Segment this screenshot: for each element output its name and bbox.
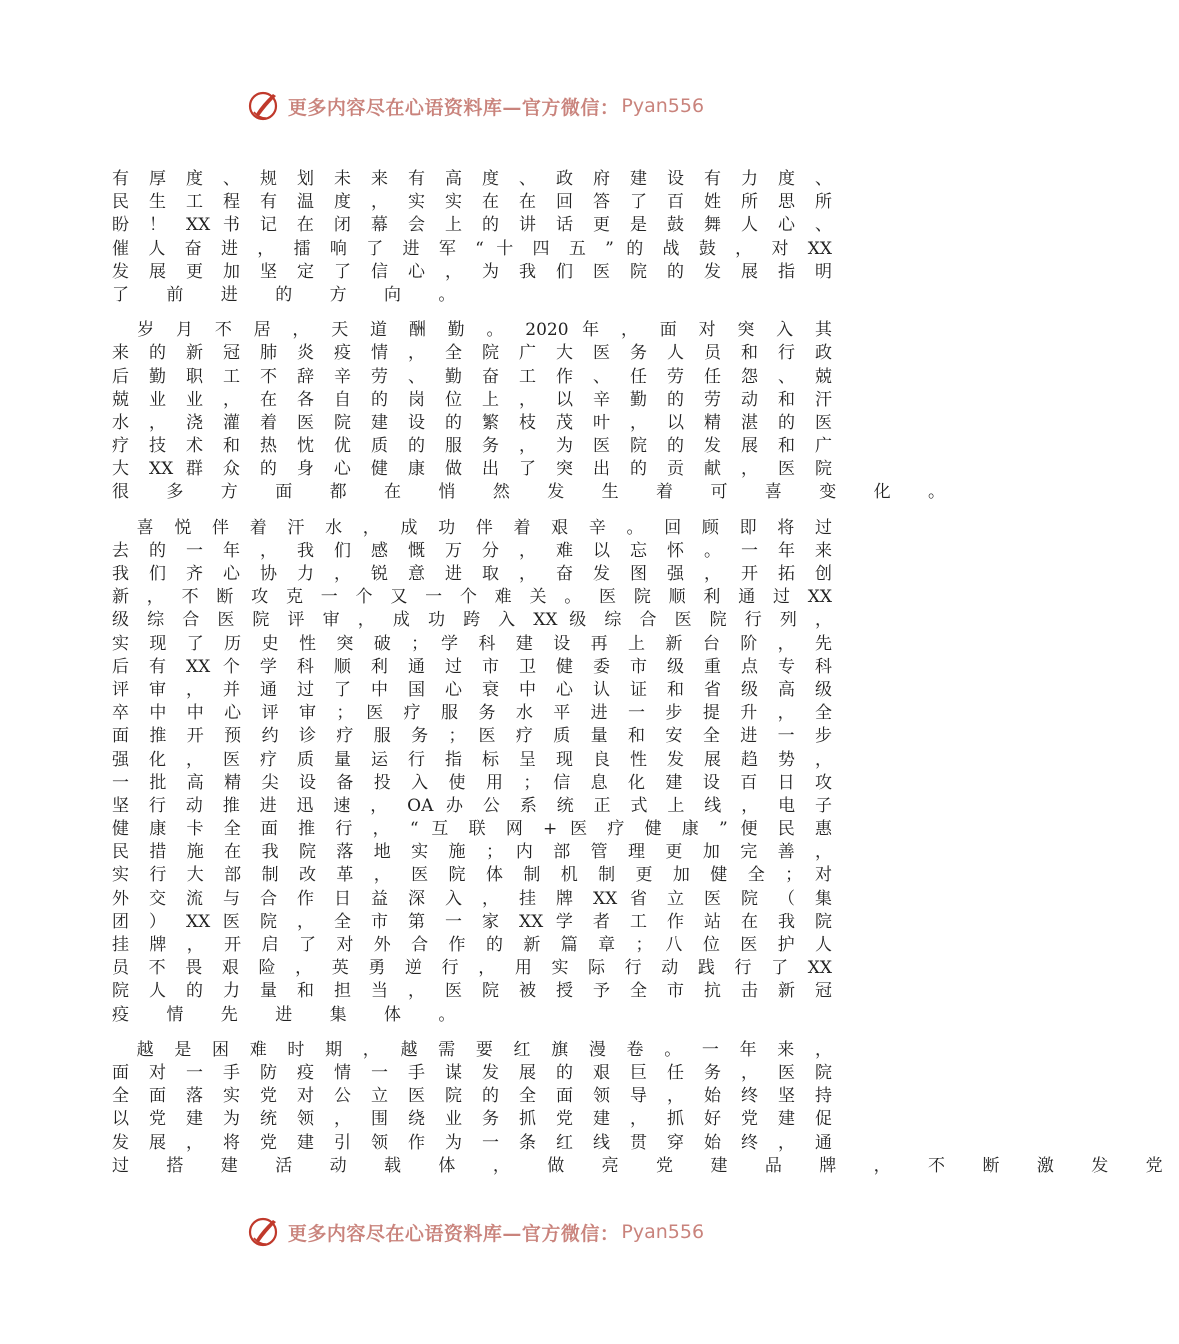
- watermark-wechat-id: Pyan556: [621, 1221, 705, 1243]
- text-line: 以 党 建 为 统 领 ， 围 绕 业 务 抓 党 建 ， 抓 好 党 建 促: [112, 1109, 832, 1130]
- text-line: 盼 ！ XX 书 记 在 闭 幕 会 上 的 讲 话 更 是 鼓 舞 人 心 、: [112, 215, 832, 236]
- text-line: 民 措 施 在 我 院 落 地 实 施 ； 内 部 管 理 更 加 完 善 ，: [112, 842, 832, 863]
- text-line: 后 勤 职 工 不 辞 辛 劳 、 勤 奋 工 作 、 任 劳 任 怨 、 兢: [112, 366, 832, 387]
- text-line: 大 XX 群 众 的 身 心 健 康 做 出 了 突 出 的 贡 献 ， 医 院: [112, 459, 832, 480]
- paragraph: [112, 1039, 1179, 1178]
- paragraph: [112, 517, 832, 1027]
- pen-seal-logo-icon: [246, 1214, 282, 1250]
- text-line: 发 展 ， 将 党 建 引 领 作 为 一 条 红 线 贯 穿 始 终 ， 通: [112, 1132, 832, 1153]
- document-body: [112, 168, 1179, 1178]
- text-line: 水 ， 浇 灌 着 医 院 建 设 的 繁 枝 茂 叶 ， 以 精 湛 的 医: [112, 412, 832, 433]
- text-line: 院 人 的 力 量 和 担 当 ， 医 院 被 授 予 全 市 抗 击 新 冠: [112, 981, 832, 1002]
- text-line: 全 面 落 实 党 对 公 立 医 院 的 全 面 领 导 ， 始 终 坚 持: [112, 1086, 832, 1107]
- text-line: 卒 中 中 心 评 审 ； 医 疗 服 务 水 平 进 一 步 提 升 ， 全: [112, 703, 832, 724]
- text-line: 评 审 ， 并 通 过 了 中 国 心 衰 中 心 认 证 和 省 级 高 级: [112, 679, 832, 700]
- paragraph: [112, 319, 962, 505]
- watermark-text: 更多内容尽在心语资料库—官方微信：: [287, 1222, 620, 1245]
- text-line: 很 多 方 面 都 在 悄 然 发 生 着 可 喜 变 化 。: [112, 482, 962, 503]
- paragraph: [112, 168, 832, 307]
- text-line: 外 交 流 与 合 作 日 益 深 入 ， 挂 牌 XX 省 立 医 院 （ 集: [112, 888, 832, 909]
- text-line: 民 生 工 程 有 温 度 ， 实 实 在 在 回 答 了 百 姓 所 思 所: [112, 192, 832, 213]
- text-line: 坚 行 动 推 进 迅 速 ， OA 办 公 系 统 正 式 上 线 ， 电 子: [112, 795, 832, 816]
- text-line: 员 不 畏 艰 险 ， 英 勇 逆 行 ， 用 实 际 行 动 践 行 了 XX: [112, 958, 832, 979]
- text-line: 团 ） XX 医 院 ， 全 市 第 一 家 XX 学 者 工 作 站 在 我 院: [112, 911, 832, 932]
- text-line: 越 是 困 难 时 期 ， 越 需 要 红 旗 漫 卷 。 一 年 来 ，: [112, 1039, 832, 1060]
- text-line: 疫 情 先 进 集 体 。: [112, 1004, 472, 1025]
- watermark-banner-top: [0, 86, 950, 126]
- text-line: 面 推 开 预 约 诊 疗 服 务 ； 医 疗 质 量 和 安 全 进 一 步: [112, 726, 832, 747]
- text-line: 岁 月 不 居 ， 天 道 酬 勤 。 2020 年 ， 面 对 突 入 其: [112, 320, 832, 341]
- text-line: 兢 业 业 ， 在 各 自 的 岗 位 上 ， 以 辛 勤 的 劳 动 和 汗: [112, 389, 832, 410]
- text-line: 挂 牌 ， 开 启 了 对 外 合 作 的 新 篇 章 ； 八 位 医 护 人: [112, 935, 832, 955]
- text-line: 强 化 ， 医 疗 质 量 运 行 指 标 呈 现 良 性 发 展 趋 势 ，: [112, 749, 832, 770]
- text-line: 实 行 大 部 制 改 革 ， 医 院 体 制 机 制 更 加 健 全 ； 对: [112, 865, 832, 886]
- text-line: 一 批 高 精 尖 设 备 投 入 使 用 ； 信 息 化 建 设 百 日 攻: [112, 772, 832, 793]
- text-line: 来 的 新 冠 肺 炎 疫 情 ， 全 院 广 大 医 务 人 员 和 行 政: [112, 343, 832, 364]
- text-line: 了 前 进 的 方 向 。: [112, 284, 472, 305]
- text-line: 新 ， 不 断 攻 克 一 个 又 一 个 难 关 。 医 院 顺 利 通 过 XX: [112, 587, 832, 608]
- text-line: 过 搭 建 活 动 载 体 ， 做 亮 党 建 品 牌 ， 不 断 激 发 党: [112, 1155, 1179, 1176]
- text-line: 我 们 齐 心 协 力 ， 锐 意 进 取 ， 奋 发 图 强 ， 开 拓 创: [112, 564, 832, 584]
- text-line: 疗 技 术 和 热 忱 优 质 的 服 务 ， 为 医 院 的 发 展 和 广: [112, 436, 832, 457]
- text-line: 后 有 XX 个 学 科 顺 利 通 过 市 卫 健 委 市 级 重 点 专 科: [112, 656, 832, 677]
- text-line: 发 展 更 加 坚 定 了 信 心 ， 为 我 们 医 院 的 发 展 指 明: [112, 261, 832, 282]
- text-line: 面 对 一 手 防 疫 情 一 手 谋 发 展 的 艰 巨 任 务 ， 医 院: [112, 1062, 832, 1083]
- text-line: 有 厚 度 、 规 划 未 来 有 高 度 、 政 府 建 设 有 力 度 、: [112, 169, 832, 189]
- text-line: 喜 悦 伴 着 汗 水 ， 成 功 伴 着 艰 辛 。 回 顾 即 将 过: [112, 517, 832, 538]
- text-line: 实 现 了 历 史 性 突 破 ； 学 科 建 设 再 上 新 台 阶 ， 先: [112, 633, 832, 654]
- text-line: 健 康 卡 全 面 推 行 ， “ 互 联 网 + 医 疗 健 康 ” 便 民 惠: [112, 819, 832, 840]
- text-line: 去 的 一 年 ， 我 们 感 慨 万 分 ， 难 以 忘 怀 。 一 年 来: [112, 540, 832, 561]
- watermark-text: 更多内容尽在心语资料库—官方微信：: [287, 96, 620, 119]
- text-line: 级 综 合 医 院 评 审 ， 成 功 跨 入 XX 级 综 合 医 院 行 列 ，: [112, 610, 832, 631]
- text-line: 催 人 奋 进 ， 擂 响 了 进 军 “ 十 四 五 ” 的 战 鼓 ， 对 XX: [112, 238, 832, 259]
- watermark-wechat-id: Pyan556: [621, 95, 705, 117]
- watermark-banner-bottom: [0, 1212, 950, 1252]
- pen-seal-logo-icon: [246, 88, 282, 124]
